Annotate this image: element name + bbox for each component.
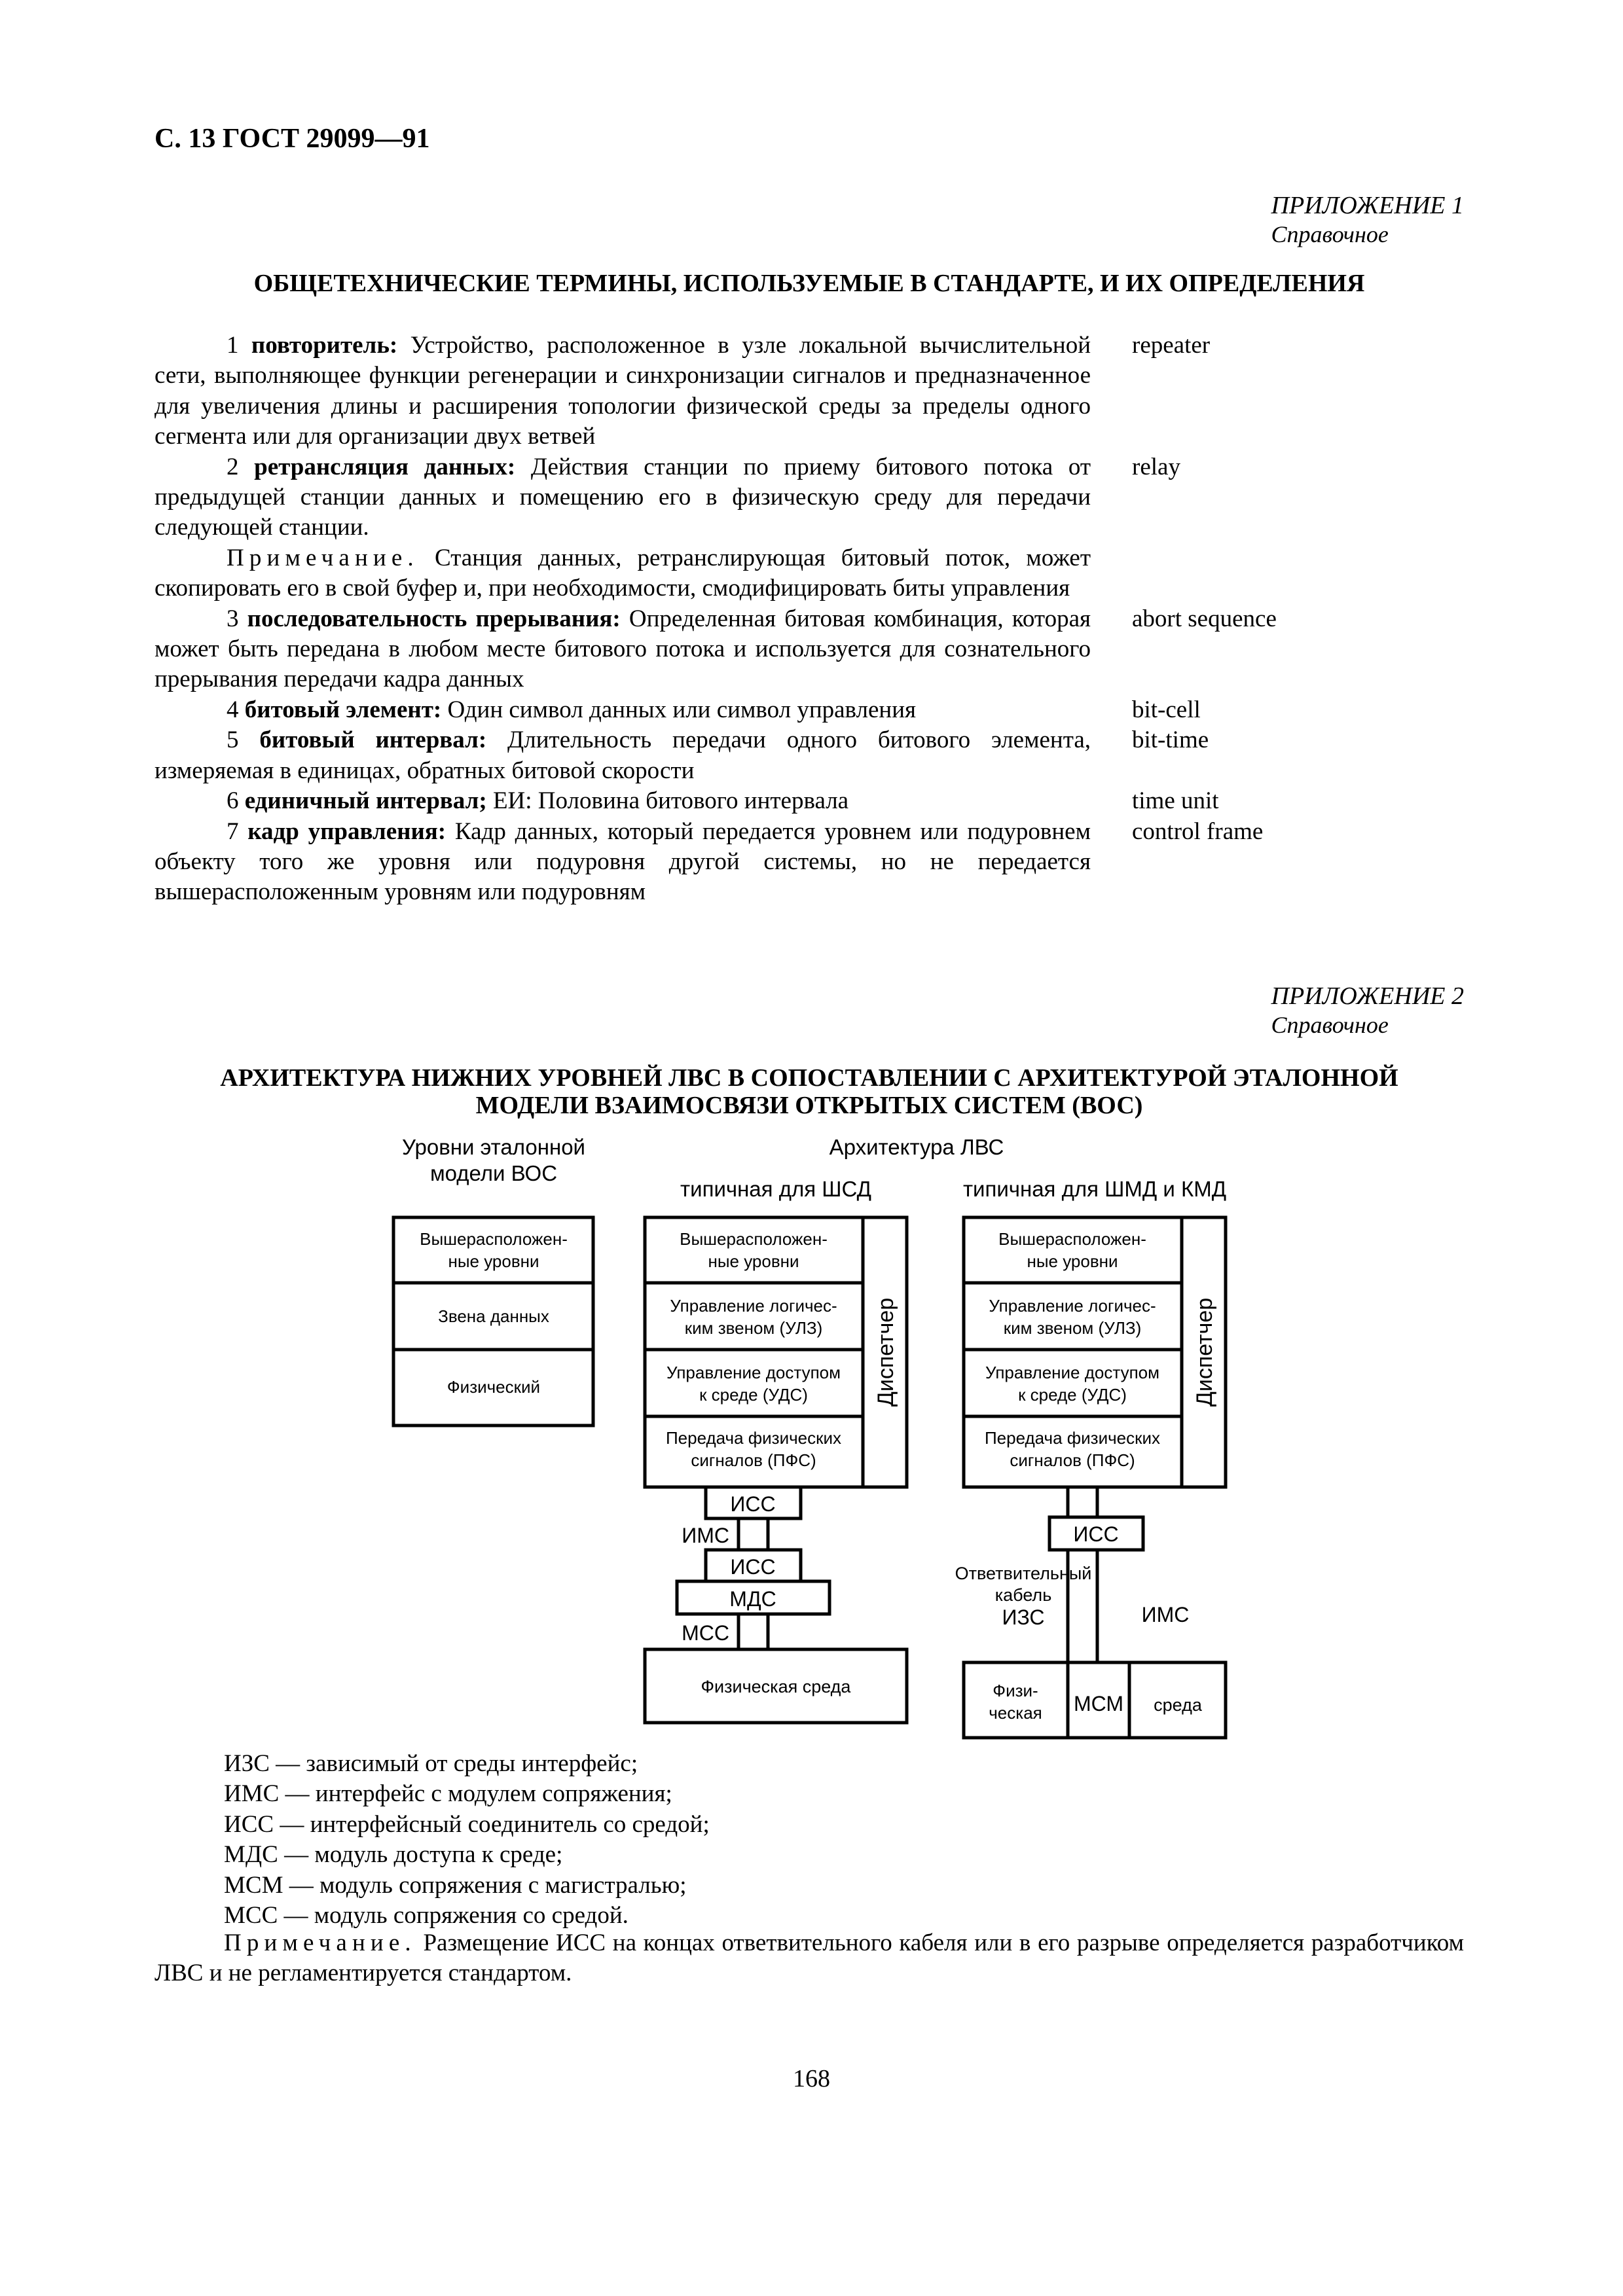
column-a-pls-line-2: сигналов (ПФС)	[691, 1450, 816, 1470]
final-note	[155, 1928, 1464, 1989]
term-2: 2 ретрансляция данных: Действия станции по приему битового потока от предыдущей станции данных и помещению его в физическую среду для передачи следующей станции. relay	[155, 452, 1091, 543]
column-a-dispatcher-label: Диспетчер	[873, 1297, 898, 1407]
column-a-llc-line-1: Управление логичес-	[670, 1296, 837, 1316]
column-b-msm-label: МСМ	[1073, 1692, 1124, 1715]
column-a-header: типичная для ШСД	[680, 1177, 871, 1201]
appendix-2-number: ПРИЛОЖЕНИЕ 2	[1271, 982, 1464, 1010]
column-b-ims-label: ИМС	[1141, 1603, 1190, 1626]
term-3-english: abort sequence	[1132, 605, 1277, 632]
term-4: 4 битовый элемент: Один символ данных или символ управления bit-cell	[155, 695, 1091, 725]
appendix-2-title-line-2: МОДЕЛИ ВЗАИМОСВЯЗИ ОТКРЫТЫХ СИСТЕМ (ВОС)	[475, 1092, 1143, 1119]
page-header: С. 13 ГОСТ 29099—91	[155, 124, 430, 154]
osi-physical-label: Физический	[447, 1377, 541, 1397]
abbreviation-iss: ИСС — интерфейсный соединитель со средой;	[224, 1810, 710, 1838]
term-7-english: control frame	[1132, 817, 1264, 845]
column-b-medium-part-1: Физи-	[993, 1681, 1038, 1700]
final-note-label: Примечание.	[224, 1929, 416, 1956]
term-5: 5 битовый интервал: Длительность передачи одного битового элемента, измеряемая в единицах, обратных битовой скорости bit-time	[155, 725, 1091, 786]
appendix-2-kind: Справочное	[1271, 1012, 1389, 1038]
column-a-mac-line-2: к среде (УДС)	[699, 1385, 808, 1405]
column-a-llc-line-2: ким звеном (УЛЗ)	[684, 1318, 823, 1338]
term-3: 3 последовательность прерывания: Определенная битовая комбинация, которая может быть передана в любом месте битового потока и используется для сознательного прерывания передачи кадра данных abort sequence	[155, 604, 1091, 695]
term-6: 6 единичный интервал; ЕИ: Половина битового интервала time unit	[155, 786, 1091, 816]
column-b-llc-line-2: ким звеном (УЛЗ)	[1003, 1318, 1142, 1338]
column-b-iss-label: ИСС	[1073, 1522, 1119, 1546]
abbreviation-mds: МДС — модуль доступа к среде;	[224, 1841, 563, 1869]
abbreviation-ims: ИМС — интерфейс с модулем сопряжения;	[224, 1780, 672, 1808]
column-a-medium-label: Физическая среда	[701, 1677, 851, 1696]
column-b-mac-line-1: Управление доступом	[985, 1363, 1160, 1382]
column-b-llc-line-1: Управление логичес-	[989, 1296, 1156, 1316]
osi-datalink-label: Звена данных	[438, 1306, 549, 1326]
column-b-izs-label: ИЗС	[1002, 1605, 1045, 1629]
column-b-mac-line-2: к среде (УДС)	[1018, 1385, 1127, 1405]
column-b-pls-line-1: Передача физических	[984, 1428, 1161, 1448]
column-a-mss-label: МСС	[682, 1621, 729, 1645]
column-b-medium-part-2: ческая	[989, 1703, 1042, 1723]
osi-upper-line-1: Вышерасположен-	[420, 1229, 568, 1249]
column-a-ims-label: ИМС	[682, 1524, 729, 1547]
term-1: 1 повторитель: Устройство, расположенное в узле локальной вычислительной сети, выполняющее функции регенерации и синхронизации сигналов и предназначенное для увеличения длины и расширения топологии физической среды за пределы одного сегмента или для организации двух ветвей repeater	[155, 331, 1091, 452]
column-b-upper-line-2: ные уровни	[1027, 1251, 1118, 1271]
column-a-upper-line-2: ные уровни	[708, 1251, 799, 1271]
column-b-medium-part-3: среда	[1154, 1695, 1202, 1715]
term-2-english: relay	[1132, 453, 1180, 480]
term-6-english: time unit	[1132, 787, 1219, 815]
column-a-iss-label-2: ИСС	[730, 1555, 776, 1579]
osi-upper-line-2: ные уровни	[448, 1251, 539, 1271]
drop-cable-label-line-1: Ответвительный	[955, 1564, 1092, 1583]
abbreviations-list	[224, 1749, 710, 1931]
abbreviation-msm: МСМ — модуль сопряжения с магистралью;	[224, 1871, 687, 1899]
column-b-dispatcher-label: Диспетчер	[1192, 1297, 1217, 1407]
drop-cable-label-line-2: кабель	[994, 1585, 1052, 1605]
term-7: 7 кадр управления: Кадр данных, который передается уровнем или подуровнем объекту того же уровня или подуровня другой системы, но не передается вышерасположенным уровням или подуровням control frame	[155, 817, 1091, 908]
osi-header-line-2: модели ВОС	[429, 1161, 558, 1185]
abbreviation-mss: МСС — модуль сопряжения со средой.	[224, 1902, 629, 1929]
appendix-2-title-line-1: АРХИТЕКТУРА НИЖНИХ УРОВНЕЙ ЛВС В СОПОСТАВЛЕНИИ С АРХИТЕКТУРОЙ ЭТАЛОННОЙ	[220, 1064, 1398, 1092]
column-a-upper-line-1: Вышерасположен-	[680, 1229, 828, 1249]
appendix-1-title: ОБЩЕТЕХНИЧЕСКИЕ ТЕРМИНЫ, ИСПОЛЬЗУЕМЫЕ В СТАНДАРТЕ, И ИХ ОПРЕДЕЛЕНИЯ	[253, 270, 1365, 297]
lan-architecture-header: Архитектура ЛВС	[829, 1135, 1004, 1159]
term-5-english: bit-time	[1132, 726, 1209, 754]
appendix-1-number: ПРИЛОЖЕНИЕ 1	[1271, 192, 1464, 219]
final-note-text: Размещение ИСС на концах ответвительного кабеля или в его разрыве определяется разработчиком ЛВС и не регламентируется стандартом.	[155, 1929, 1464, 1987]
abbreviation-izs: ИЗС — зависимый от среды интерфейс;	[224, 1750, 638, 1777]
term-2-note: Примечание. Станция данных, ретранслирующая битовый поток, может скопировать его в свой буфер и, при необходимости, смодифицировать биты управления	[155, 544, 1091, 602]
column-a-mac-line-1: Управление доступом	[666, 1363, 841, 1382]
term-4-english: bit-cell	[1132, 696, 1201, 723]
column-b-pls-line-2: сигналов (ПФС)	[1010, 1450, 1135, 1470]
column-a-mds-label: МДС	[729, 1587, 776, 1611]
column-a-iss-label: ИСС	[730, 1492, 776, 1516]
column-b-header: типичная для ШМД и КМД	[962, 1177, 1227, 1201]
osi-header-line-1: Уровни эталонной	[402, 1135, 585, 1159]
column-a-pls-line-1: Передача физических	[665, 1428, 842, 1448]
appendix-1-kind: Справочное	[1271, 221, 1389, 247]
term-1-english: repeater	[1132, 332, 1211, 359]
column-b-upper-line-1: Вышерасположен-	[998, 1229, 1146, 1249]
page-number: 168	[793, 2065, 830, 2092]
